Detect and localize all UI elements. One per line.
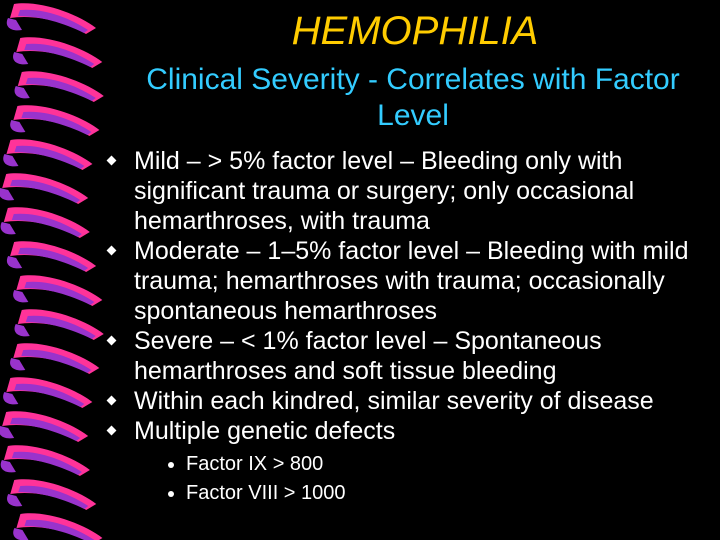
sub-bullet-list (134, 450, 702, 508)
slide-subtitle: Clinical Severity - Correlates with Factor Level (146, 63, 680, 132)
bullet-icon (107, 336, 117, 346)
bullet-icon (107, 426, 117, 436)
bullet-text: Mild – > 5% factor level – Bleeding only with significant trauma or surgery; only occasional hemarthroses, with trauma (134, 147, 635, 235)
sub-bullet-text: Factor IX > 800 (186, 453, 324, 475)
ribbon-tail (13, 290, 28, 302)
ribbon-tail (15, 86, 30, 98)
slide-title: HEMOPHILIA (291, 9, 539, 53)
bullet-item-mild (106, 146, 702, 236)
ribbon-tail (3, 154, 18, 166)
bullet-item-severe (106, 326, 702, 386)
bullet-item-kindred (106, 386, 702, 416)
ribbon-tail (7, 256, 22, 268)
ribbon-tail (7, 18, 22, 30)
ribbon-tail (10, 120, 25, 132)
ribbon-tail (3, 392, 18, 404)
bullet-text: Moderate – 1–5% factor level – Bleeding with mild trauma; hemarthroses with trauma; occasionally spontaneous hemarthroses (134, 237, 689, 325)
sub-bullet-item (166, 450, 702, 479)
ribbon-tail (13, 528, 28, 540)
ribbon-tail (0, 188, 14, 200)
bullet-item-genetic-defects (106, 416, 702, 508)
ribbon-tail (1, 222, 16, 234)
ribbon-tail (13, 52, 28, 64)
ribbon-tail (7, 494, 22, 506)
bullet-icon (107, 396, 117, 406)
bullet-item-moderate (106, 236, 702, 326)
sub-bullet-dot-icon (168, 462, 174, 468)
ribbon-tail (10, 358, 25, 370)
ribbon-tail (1, 460, 16, 472)
ribbon-tail (0, 426, 14, 438)
bullet-list (106, 146, 702, 508)
sub-bullet-dot-icon (168, 491, 174, 497)
bullet-icon (107, 246, 117, 256)
bullet-text: Multiple genetic defects (134, 417, 396, 445)
bullet-text: Severe – < 1% factor level – Spontaneous hemarthroses and soft tissue bleeding (134, 327, 602, 385)
bullet-icon (107, 156, 117, 166)
sub-bullet-item (166, 479, 702, 508)
sub-bullet-text: Factor VIII > 1000 (186, 482, 346, 504)
ribbon-tail (15, 324, 30, 336)
bullet-text: Within each kindred, similar severity of disease (134, 387, 654, 415)
